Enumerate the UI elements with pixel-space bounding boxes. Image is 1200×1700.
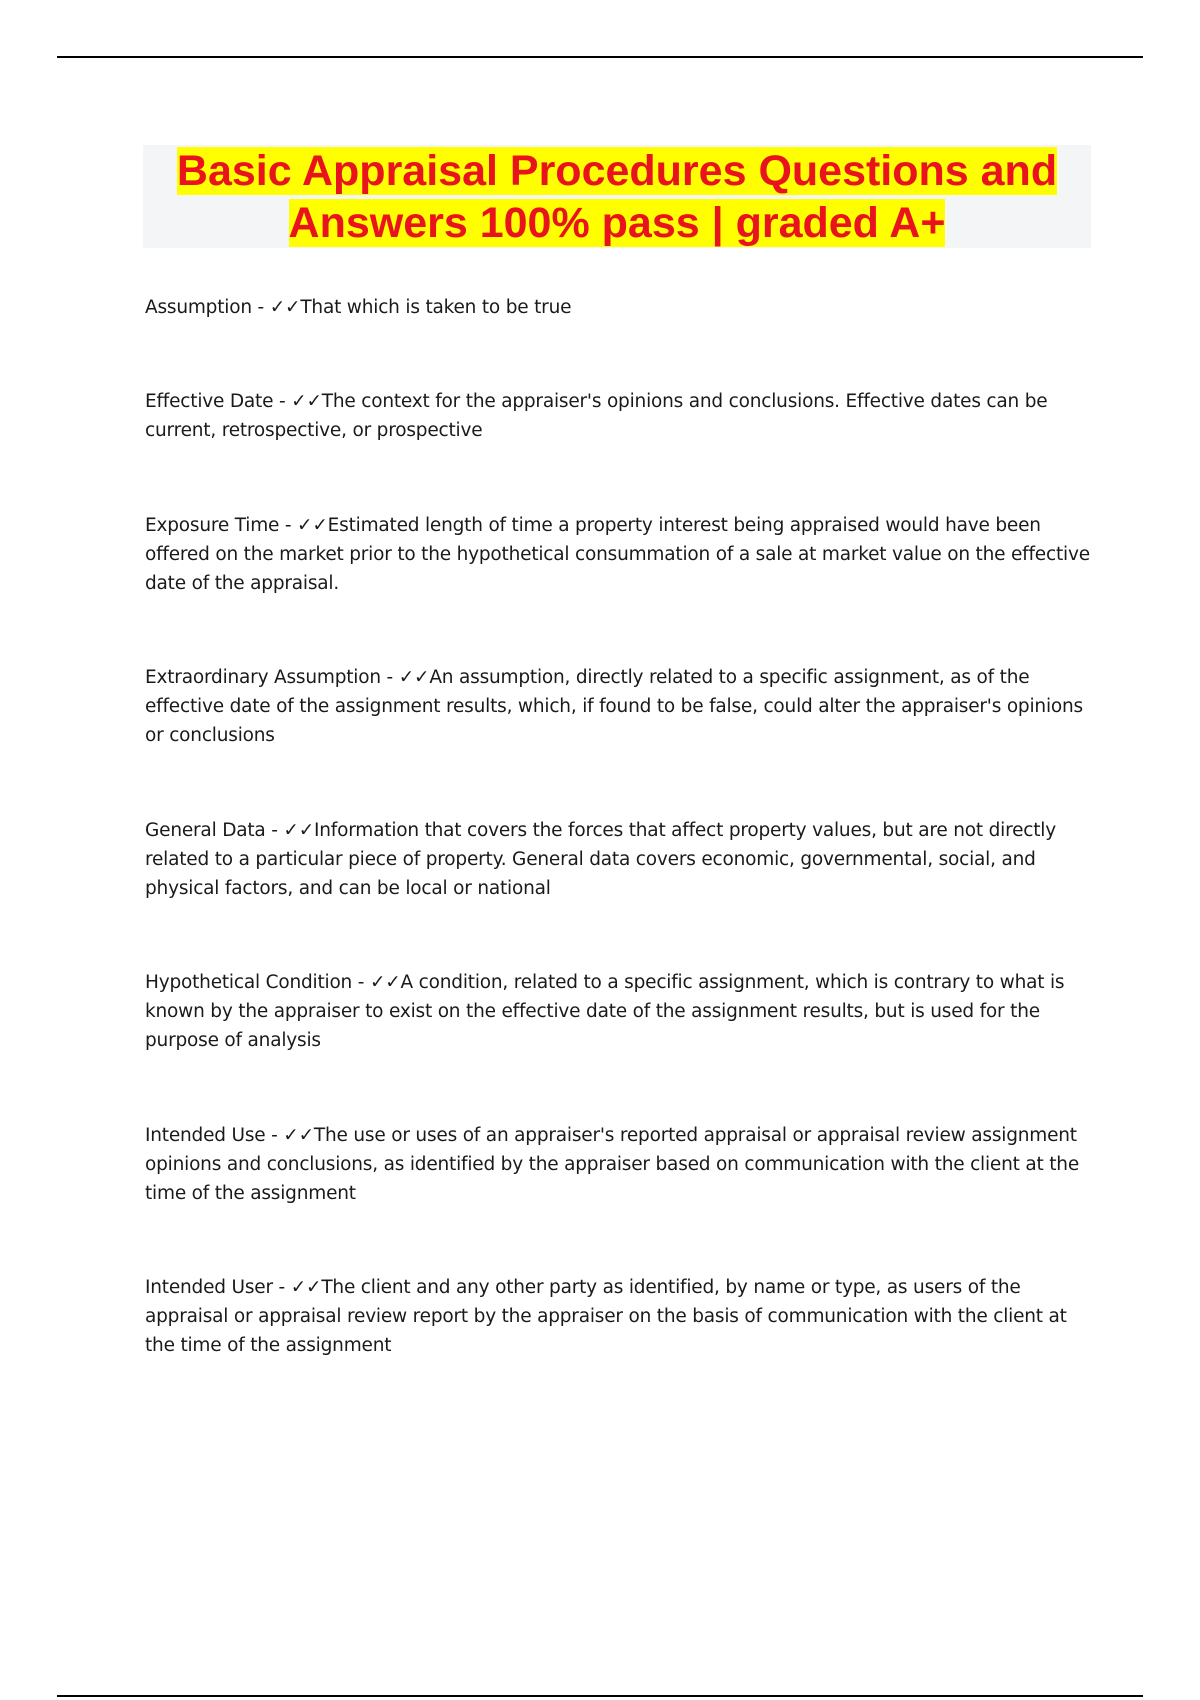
entry-term: Effective Date (145, 391, 274, 412)
glossary-entry-effective-date (145, 387, 1090, 445)
glossary-entry-extraordinary-assumption (145, 663, 1090, 750)
glossary-entry-exposure-time (145, 511, 1090, 598)
glossary-entry-intended-use (145, 1121, 1090, 1208)
title-box (143, 145, 1091, 248)
entry-term: Intended Use (145, 1125, 266, 1146)
entry-definition: The context for the appraiser's opinions and conclusions. Effective dates can be current, retrospective, or prospective (145, 391, 1048, 441)
double-check-icon: ✓✓ (398, 667, 430, 688)
entry-term: Exposure Time (145, 515, 280, 536)
double-check-icon: ✓✓ (283, 820, 315, 841)
entry-term: Extraordinary Assumption (145, 667, 381, 688)
entry-definition: The client and any other party as identified, by name or type, as users of the appraisal or appraisal review report by the appraiser on the basis of communication with the client at the time of the assignment (145, 1277, 1067, 1356)
bottom-rule (57, 1695, 1143, 1697)
entry-definition: The use or uses of an appraiser's reported appraisal or appraisal review assignment opinions and conclusions, as identified by the appraiser based on communication with the client at the time of the assignment (145, 1125, 1080, 1204)
entry-separator: - (265, 820, 284, 841)
glossary-entry-intended-user (145, 1273, 1090, 1360)
entry-term: General Data (145, 820, 266, 841)
entry-separator: - (380, 667, 399, 688)
entry-separator: - (273, 391, 292, 412)
double-check-icon: ✓✓ (297, 515, 328, 536)
entry-definition: Estimated length of time a property interest being appraised would have been offered on the market prior to the hypothetical consummation of a sale at market value on the effective date of the appraisal. (145, 515, 1090, 594)
entry-separator: - (279, 515, 298, 536)
entry-separator: - (251, 297, 270, 318)
entry-term: Assumption (145, 297, 252, 318)
entry-term: Hypothetical Condition (145, 972, 353, 993)
entry-definition: An assumption, directly related to a specific assignment, as of the effective date of the assignment results, which, if found to be false, could alter the appraiser's opinions or conclusions (145, 667, 1083, 746)
page-title: Basic Appraisal Procedures Questions and Answers 100% pass | graded A+ (176, 147, 1058, 247)
entry-separator: - (265, 1125, 284, 1146)
top-rule (57, 56, 1143, 58)
entry-term: Intended User (145, 1277, 273, 1298)
glossary-entry-assumption (145, 293, 1090, 322)
entry-separator: - (352, 972, 370, 993)
entry-definition: A condition, related to a specific assignment, which is contrary to what is known by the appraiser to exist on the effective date of the assignment results, but is used for the purpose of analysis (145, 972, 1065, 1051)
double-check-icon: ✓✓ (269, 297, 301, 318)
double-check-icon: ✓✓ (369, 972, 401, 993)
entry-definition: Information that covers the forces that affect property values, but are not directly related to a particular piece of property. General data covers economic, governmental, social, and physical factors, and can be local or national (145, 820, 1056, 899)
entry-separator: - (272, 1277, 291, 1298)
glossary-entry-general-data (145, 816, 1090, 903)
double-check-icon: ✓✓ (283, 1125, 314, 1146)
double-check-icon: ✓✓ (291, 391, 322, 412)
entry-definition: That which is taken to be true (300, 297, 572, 318)
double-check-icon: ✓✓ (290, 1277, 322, 1298)
glossary-entry-hypothetical-condition (145, 968, 1090, 1055)
